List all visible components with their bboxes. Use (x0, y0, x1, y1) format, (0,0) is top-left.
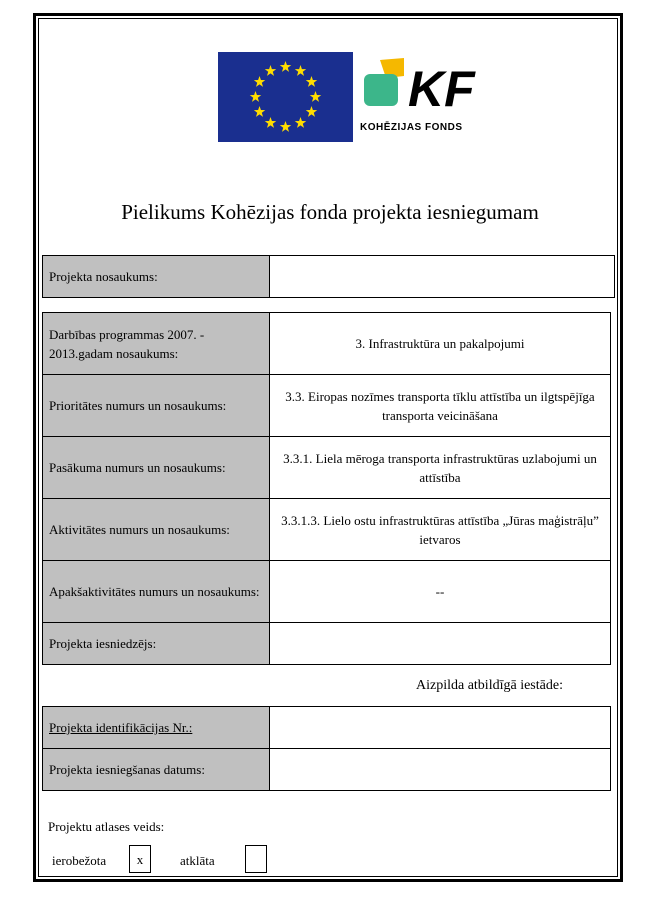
table-row (43, 623, 611, 665)
fill-note: Aizpilda atbildīgā iestāde: (416, 678, 563, 693)
table-row (43, 313, 611, 375)
kohezijas-fonds-logo (360, 56, 495, 136)
option-open-label: atklāta (180, 853, 215, 868)
activity-label: Aktivitātes numurs un nosaukums: (43, 499, 270, 561)
option-restricted-label: ierobežota (52, 853, 107, 868)
kf-mark: KF (408, 61, 475, 117)
project-details-table (42, 312, 611, 665)
programme-value: 3. Infrastruktūra un pakalpojumi (270, 313, 611, 375)
project-name-field[interactable] (270, 256, 615, 298)
applicant-label: Projekta iesniedzējs: (43, 623, 270, 665)
subactivity-value: -- (270, 561, 611, 623)
eu-flag-logo (218, 52, 353, 142)
activity-value: 3.3.1.3. Lielo ostu infrastruktūras attīstība „Jūras maģistrāļu” ietvaros (270, 499, 611, 561)
option-open-checkbox[interactable] (245, 845, 267, 873)
submission-date-field[interactable] (270, 749, 611, 791)
measure-value: 3.3.1. Liela mēroga transporta infrastruktūras uzlabojumi un attīstība (270, 437, 611, 499)
applicant-field[interactable] (270, 623, 611, 665)
institution-table (42, 706, 611, 791)
table-row (43, 437, 611, 499)
project-id-label: Projekta identifikācijas Nr.: (49, 720, 193, 735)
kf-caption: KOHĒZIJAS FONDS (360, 122, 463, 133)
subactivity-label: Apakšaktivitātes numurs un nosaukums: (43, 561, 270, 623)
priority-label: Prioritātes numurs un nosaukums: (43, 375, 270, 437)
programme-label: Darbības programmas 2007. - 2013.gadam nosaukums: (43, 313, 270, 375)
table-row (43, 499, 611, 561)
project-id-field[interactable] (270, 707, 611, 749)
table-row (43, 561, 611, 623)
page-title: Pielikums Kohēzijas fonda projekta iesniegumam (121, 200, 539, 224)
kf-emblem-icon (360, 56, 495, 118)
project-name-table (42, 255, 615, 298)
project-name-row (43, 256, 615, 298)
project-name-label: Projekta nosaukums: (43, 256, 270, 298)
table-row (43, 707, 611, 749)
project-id-label-cell (43, 707, 270, 749)
priority-value: 3.3. Eiropas nozīmes transporta tīklu attīstība un ilgtspējīga transporta veicināšana (270, 375, 611, 437)
measure-label: Pasākuma numurs un nosaukums: (43, 437, 270, 499)
option-restricted-checkbox[interactable]: x (129, 845, 151, 873)
table-row (43, 749, 611, 791)
selection-type-label: Projektu atlases veids: (48, 819, 165, 834)
table-row (43, 375, 611, 437)
submission-date-label: Projekta iesniegšanas datums: (43, 749, 270, 791)
